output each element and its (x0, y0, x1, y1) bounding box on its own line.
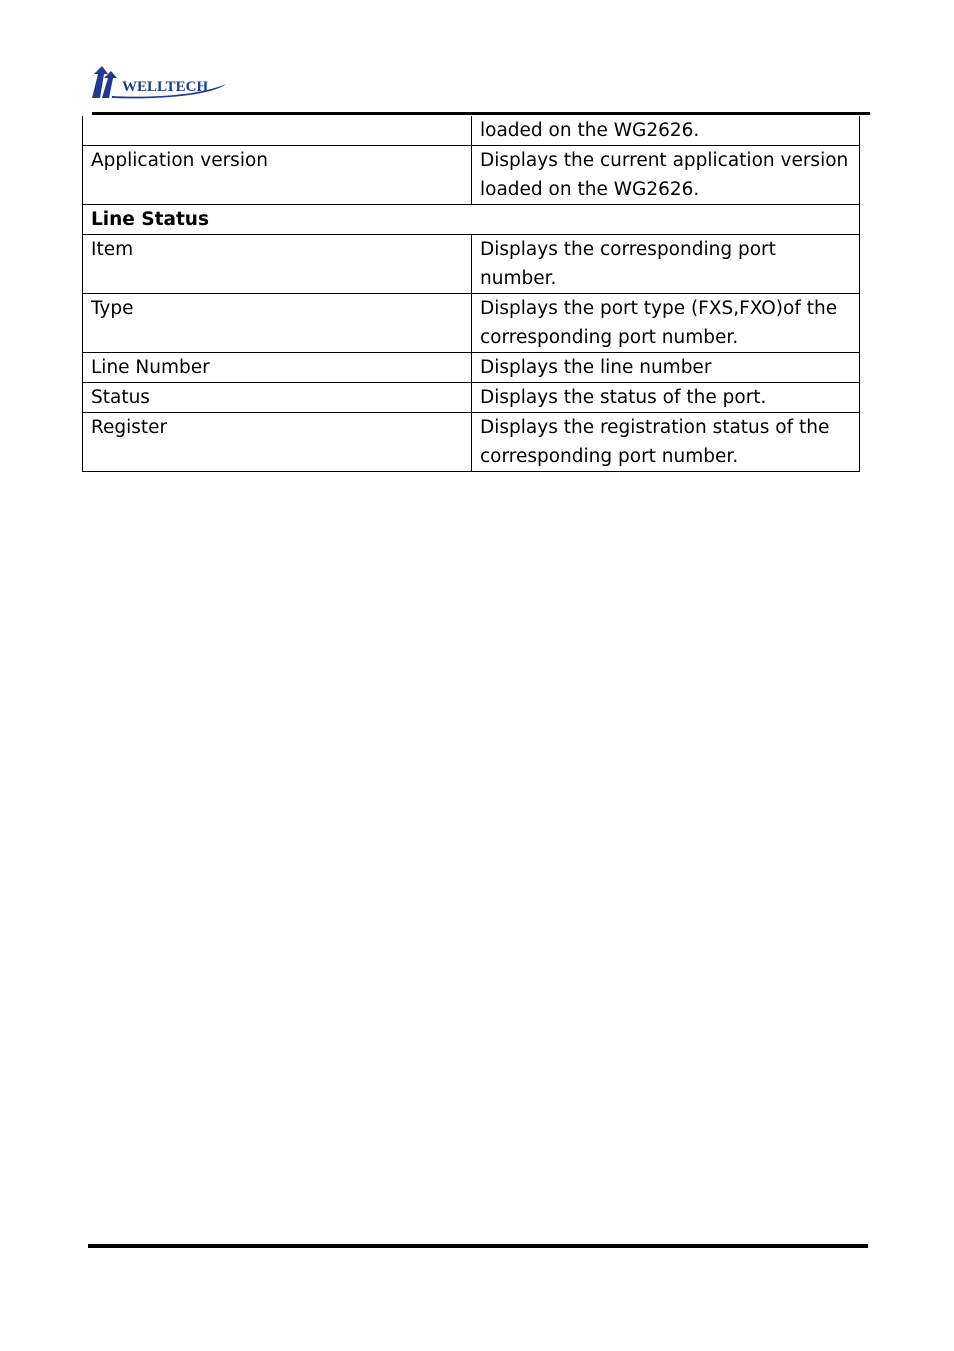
spec-table (82, 116, 860, 472)
welltech-logo (88, 66, 230, 100)
item-cell: Line Number (83, 353, 472, 383)
header-rule (92, 112, 870, 115)
item-cell (83, 116, 472, 146)
description-cell: Displays the corresponding port number. (472, 235, 860, 294)
welltech-arrow-logo-icon (88, 66, 230, 100)
item-cell: Item (83, 235, 472, 294)
item-cell: Status (83, 383, 472, 413)
item-cell: Register (83, 413, 472, 472)
table-row (83, 235, 860, 294)
description-cell: Displays the status of the port. (472, 383, 860, 413)
description-cell: loaded on the WG2626. (472, 116, 860, 146)
table-row (83, 146, 860, 205)
description-cell: Displays the registration status of the corresponding port number. (472, 413, 860, 472)
logo-text: WELLTECH (122, 79, 209, 95)
footer-rule (88, 1244, 868, 1248)
description-cell: Displays the line number (472, 353, 860, 383)
table-row (83, 116, 860, 146)
table-row (83, 294, 860, 353)
table-row (83, 383, 860, 413)
description-cell: Displays the port type (FXS,FXO)of the corresponding port number. (472, 294, 860, 353)
item-cell: Application version (83, 146, 472, 205)
table-row (83, 353, 860, 383)
item-cell: Type (83, 294, 472, 353)
table-row (83, 413, 860, 472)
section-title: Line Status (83, 205, 860, 235)
description-cell: Displays the current application version loaded on the WG2626. (472, 146, 860, 205)
section-header-row (83, 205, 860, 235)
